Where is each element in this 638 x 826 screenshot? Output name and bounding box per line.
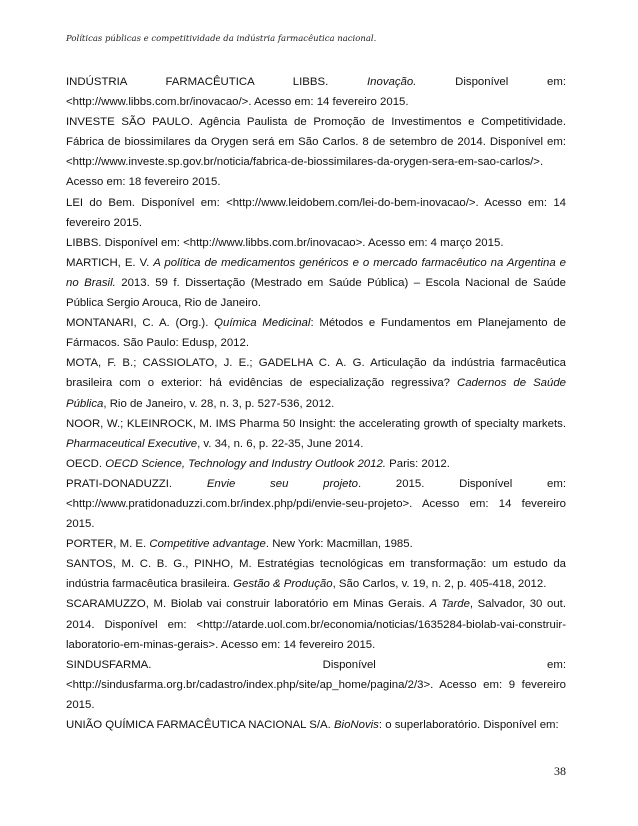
- reference-entry: [66, 474, 566, 534]
- page-number: 38: [554, 764, 566, 778]
- reference-text: UNIÃO QUÍMICA FARMACÊUTICA NACIONAL S/A.: [66, 719, 334, 731]
- reference-italic-text: Envie seu projeto: [206, 477, 358, 490]
- reference-text: 2013. 59 f. Dissertação (Mestrado em Saúde Pública) – Escola Nacional de Saúde Pública Sergio Arouca, Rio de Janeiro.: [66, 276, 566, 310]
- reference-list: [66, 72, 566, 735]
- reference-italic-text: BioNovis: [333, 719, 379, 731]
- reference-italic-text: Gestão & Produção: [233, 578, 333, 591]
- reference-entry: [66, 313, 566, 353]
- reference-text: : Métodos e Fundamentos em Planejamento de Fármacos. São Paulo: Edusp, 2012.: [66, 317, 566, 350]
- reference-text: , Salvador, 30 out. 2014. Disponível em: <http://atarde.uol.com.br/economia/noticias/1635284-biolab-vai-construir-laboratorio-em-minas-gerais>. Acesso em: 14 fevereiro 2015.: [66, 598, 566, 651]
- reference-text: Paris: 2012.: [385, 457, 450, 470]
- reference-text: SINDUSFARMA. Disponível em: <http://sindusfarma.org.br/cadastro/index.php/site/ap_home/pagina/2/3>. Acesso em: 9 fevereiro 2015.: [66, 658, 566, 711]
- reference-text: . 2015. Disponível em: <http://www.pratidonaduzzi.com.br/index.php/pdi/envie-seu-projeto>. Acesso em: 14 fevereiro 2015.: [66, 477, 566, 531]
- reference-italic-text: A política de medicamentos genéricos e o mercado farmacêutico na Argentina e no Brasil.: [66, 256, 566, 289]
- reference-text: . New York: Macmillan, 1985.: [265, 538, 413, 551]
- reference-text: OECD.: [66, 457, 106, 470]
- reference-text: PRATI-DONADUZZI.: [66, 477, 207, 490]
- running-header: Políticas públicas e competitividade da indústria farmacêutica nacional.: [66, 34, 377, 44]
- reference-text: LIBBS. Disponível em: <http://www.libbs.com.br/inovacao>. Acesso em: 4 março 2015.: [66, 236, 504, 249]
- reference-text: : o superlaboratório. Disponível em:: [378, 719, 559, 731]
- reference-entry: [66, 655, 566, 715]
- reference-text: NOOR, W.; KLEINROCK, M. IMS Pharma 50 Insight: the accelerating growth of specialty markets.: [66, 417, 566, 430]
- reference-entry: [66, 554, 566, 594]
- reference-text: PORTER, M. E.: [66, 538, 150, 551]
- reference-entry: [66, 72, 566, 112]
- reference-text: Disponível em: <http://www.libbs.com.br/inovacao/>. Acesso em: 14 fevereiro 2015.: [66, 76, 567, 109]
- reference-text: , Rio de Janeiro, v. 28, n. 3, p. 527-536, 2012.: [103, 397, 335, 410]
- reference-entry: [66, 534, 566, 554]
- reference-text: , v. 34, n. 6, p. 22-35, June 2014.: [197, 437, 364, 450]
- reference-italic-text: Competitive advantage: [149, 538, 266, 551]
- reference-text: MONTANARI, C. A. (Org.).: [66, 317, 215, 330]
- reference-entry: [66, 414, 566, 454]
- reference-entry: [66, 193, 566, 233]
- reference-italic-text: Cadernos de Saúde Pública: [66, 377, 567, 410]
- reference-text: SCARAMUZZO, M. Biolab vai construir laboratório em Minas Gerais.: [66, 598, 430, 611]
- reference-italic-text: Pharmaceutical Executive: [66, 437, 198, 450]
- reference-italic-text: A Tarde: [429, 598, 470, 611]
- reference-entry: [66, 715, 566, 735]
- reference-entry: [66, 112, 566, 192]
- reference-text: INVESTE SÃO PAULO. Agência Paulista de Promoção de Investimentos e Competitividade. Fábrica de biossimilares da Orygen será em São Carlos. 8 de setembro de 2014. Disponível em: <http://www.investe.sp.gov.br/noticia/fabrica-de-biossimilares-da-orygen-sera-em-sao-carlos/>. Acesso em: 18 fevereiro 2015.: [66, 116, 566, 189]
- reference-entry: [66, 454, 566, 474]
- reference-text: MARTICH, E. V.: [66, 256, 154, 269]
- reference-text: LEI do Bem. Disponível em: <http://www.leidobem.com/lei-do-bem-inovacao/>. Acesso em: 14 fevereiro 2015.: [66, 196, 566, 229]
- reference-text: SANTOS, M. C. B. G., PINHO, M. Estratégias tecnológicas em transformação: um estudo da indústria farmacêutica brasileira.: [66, 558, 566, 591]
- reference-italic-text: OECD Science, Technology and Industry Outlook 2012.: [105, 457, 386, 470]
- reference-text: , São Carlos, v. 19, n. 2, p. 405-418, 2012.: [332, 578, 547, 591]
- reference-text: INDÚSTRIA FARMACÊUTICA LIBBS.: [66, 76, 367, 88]
- reference-text: MOTA, F. B.; CASSIOLATO, J. E.; GADELHA C. A. G. Articulação da indústria farmacêutica brasileira com o exterior: há evidências de especialização regressiva?: [66, 357, 566, 390]
- reference-entry: [66, 233, 566, 253]
- reference-entry: [66, 353, 566, 413]
- reference-italic-text: Inovação.: [366, 76, 417, 88]
- reference-entry: [66, 594, 566, 654]
- reference-italic-text: Química Medicinal: [214, 317, 311, 330]
- reference-entry: [66, 253, 566, 313]
